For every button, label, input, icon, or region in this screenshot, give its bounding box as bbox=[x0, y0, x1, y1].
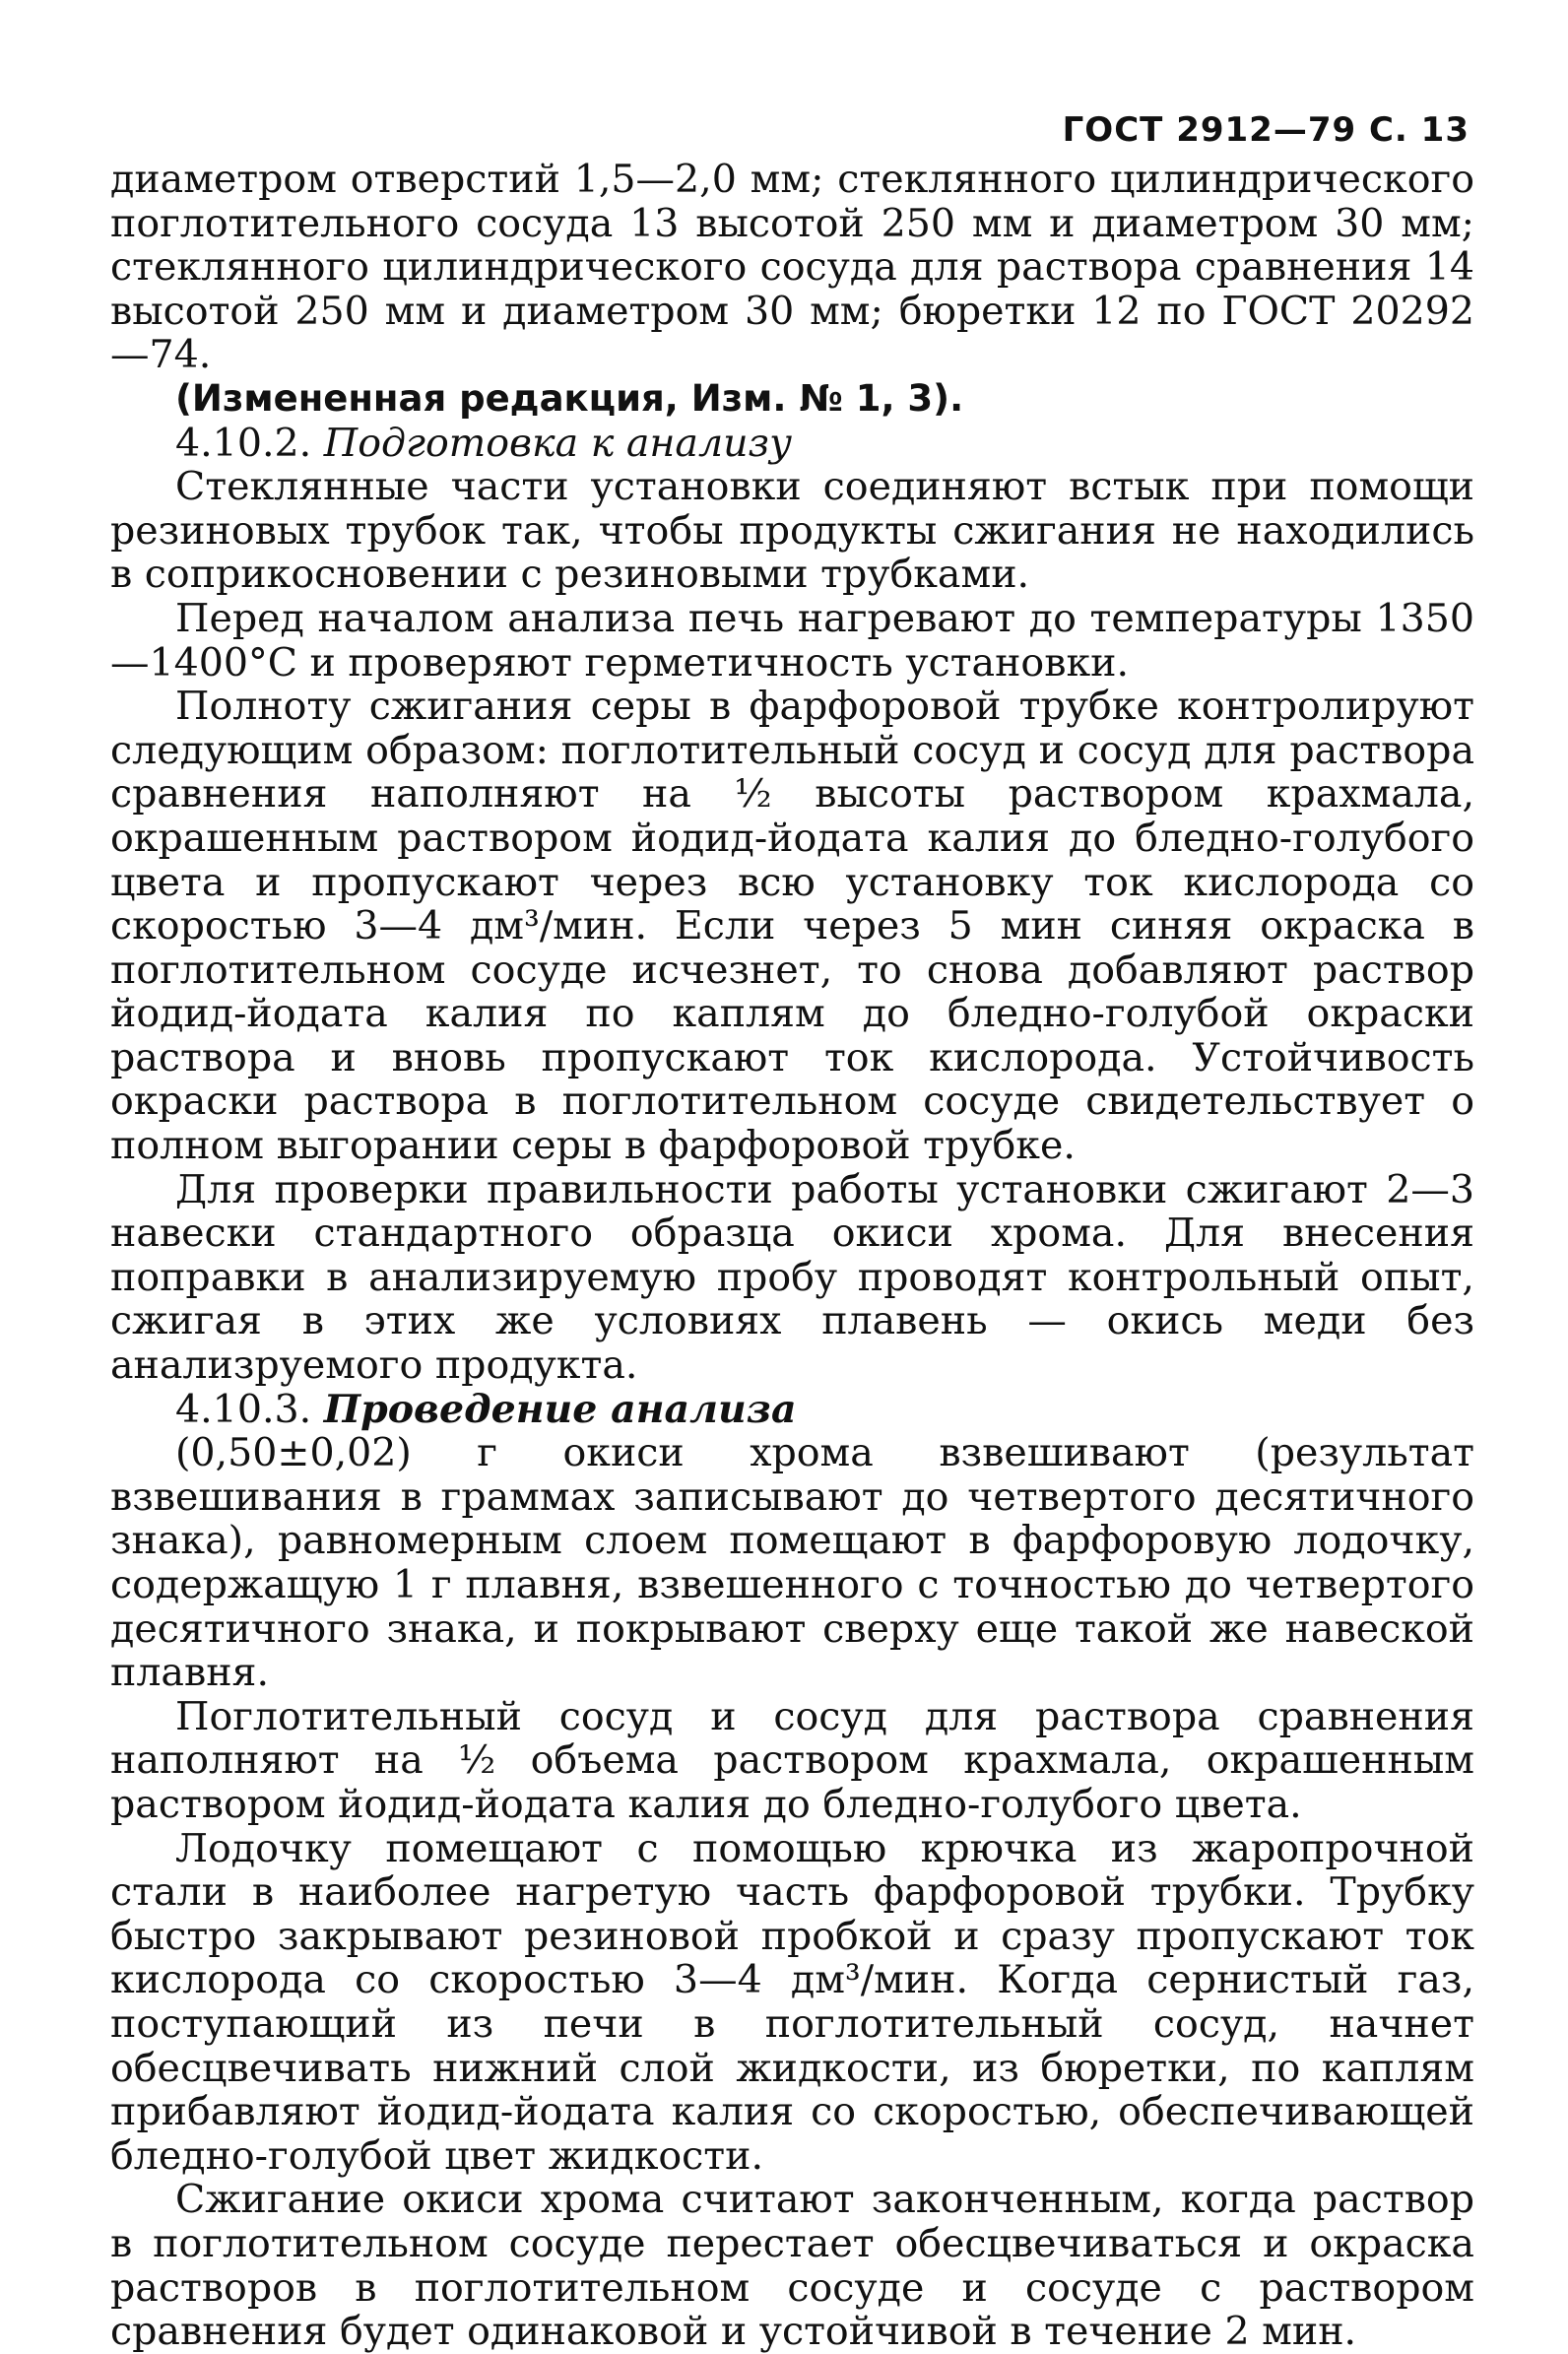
paragraph-titration: Лодочку помещают с помощью крючка из жаропрочной стали в наиболее нагретую часть фарфоровой трубки. Трубку быстро закрывают резиновой пробкой и сразу пропускают ток кислорода со скоростью 3—4 дм³/мин. Когда сернистый газ, поступающий из печи в поглотительный сосуд, начнет обесцвечивать нижний слой жидкости, из бюретки, по каплям прибавляют йодид-йодата калия со скоростью, обеспечивающей бледно-голубой цвет жидкости. bbox=[110, 1825, 1474, 2179]
paragraph-verification: Для проверки правильности работы установки сжигают 2—3 навески стандартного образца окиси хрома. Для внесения поправки в анализируемую пробу проводят контрольный опыт, сжигая в этих же условиях плавень — окись меди без анализруемого продукта. bbox=[110, 1166, 1474, 1389]
document-body bbox=[110, 158, 1474, 2354]
section-title: Проведение анализа bbox=[323, 1386, 797, 1432]
paragraph-filling: Поглотительный сосуд и сосуд для раствора сравнения наполняют на ½ объема раствором крахмала, окрашенным раствором йодид-йодата калия до бледно-голубого цвета. bbox=[110, 1693, 1474, 1827]
paragraph-heating: Перед началом анализа печь нагревают до температуры 1350—1400°С и проверяют герметичность установки. bbox=[110, 595, 1474, 686]
amendment-note: (Измененная редакция, Изм. № 1, 3). bbox=[175, 376, 964, 420]
section-number: 4.10.2. bbox=[175, 420, 312, 466]
section-heading-preparation bbox=[110, 422, 1474, 466]
paragraph-assembly: Стеклянные части установки соединяют встык при помощи резиновых трубок так, чтобы продукты сжигания не находились в соприкосновении с резиновыми трубками. bbox=[110, 464, 1474, 598]
section-heading-procedure bbox=[110, 1388, 1474, 1432]
paragraph-equipment: диаметром отверстий 1,5—2,0 мм; стеклянного цилиндрического поглотительного сосуда 13 высотой 250 мм и диаметром 30 мм; стеклянного цилиндрического сосуда для раствора сравнения 14 высотой 250 мм и диаметром 30 мм; бюретки 12 по ГОСТ 20292—74. bbox=[110, 157, 1474, 378]
running-head: ГОСТ 2912—79 С. 13 bbox=[1062, 110, 1470, 150]
paragraph-completion: Сжигание окиси хрома считают законченным, когда раствор в поглотительном сосуде перестает обесцвечиваться и окраска растворов в поглотительном сосуде и сосуде с раствором сравнения будет одинаковой и устойчивой в течение 2 мин. bbox=[110, 2177, 1474, 2354]
paragraph-weighing: (0,50±0,02) г окиси хрома взвешивают (результат взвешивания в граммах записывают до четвертого десятичного знака), равномерным слоем помещают в фарфоровую лодочку, содержащую 1 г плавня, взвешенного с точностью до четвертого десятичного знака, и покрывают сверху еще такой же навеской плавня. bbox=[110, 1430, 1474, 1696]
paragraph-combustion-check: Полноту сжигания серы в фарфоровой трубке контролируют следующим образом: поглотительный сосуд и сосуд для раствора сравнения наполняют на ½ высоты раствором крахмала, окрашенным раствором йодид-йодата калия до бледно-голубого цвета и пропускают через всю установку ток кислорода со скоростью 3—4 дм³/мин. Если через 5 мин синяя окраска в поглотительном сосуде исчезнет, то снова добавляют раствор йодид-йодата калия по каплям до бледно-голубой окраски раствора и вновь пропускают ток кислорода. Устойчивость окраски раствора в поглотительном сосуде свидетельствует о полном выгорании серы в фарфоровой трубке. bbox=[110, 684, 1474, 1169]
section-number: 4.10.3. bbox=[175, 1386, 312, 1432]
section-title: Подготовка к анализу bbox=[323, 420, 792, 466]
